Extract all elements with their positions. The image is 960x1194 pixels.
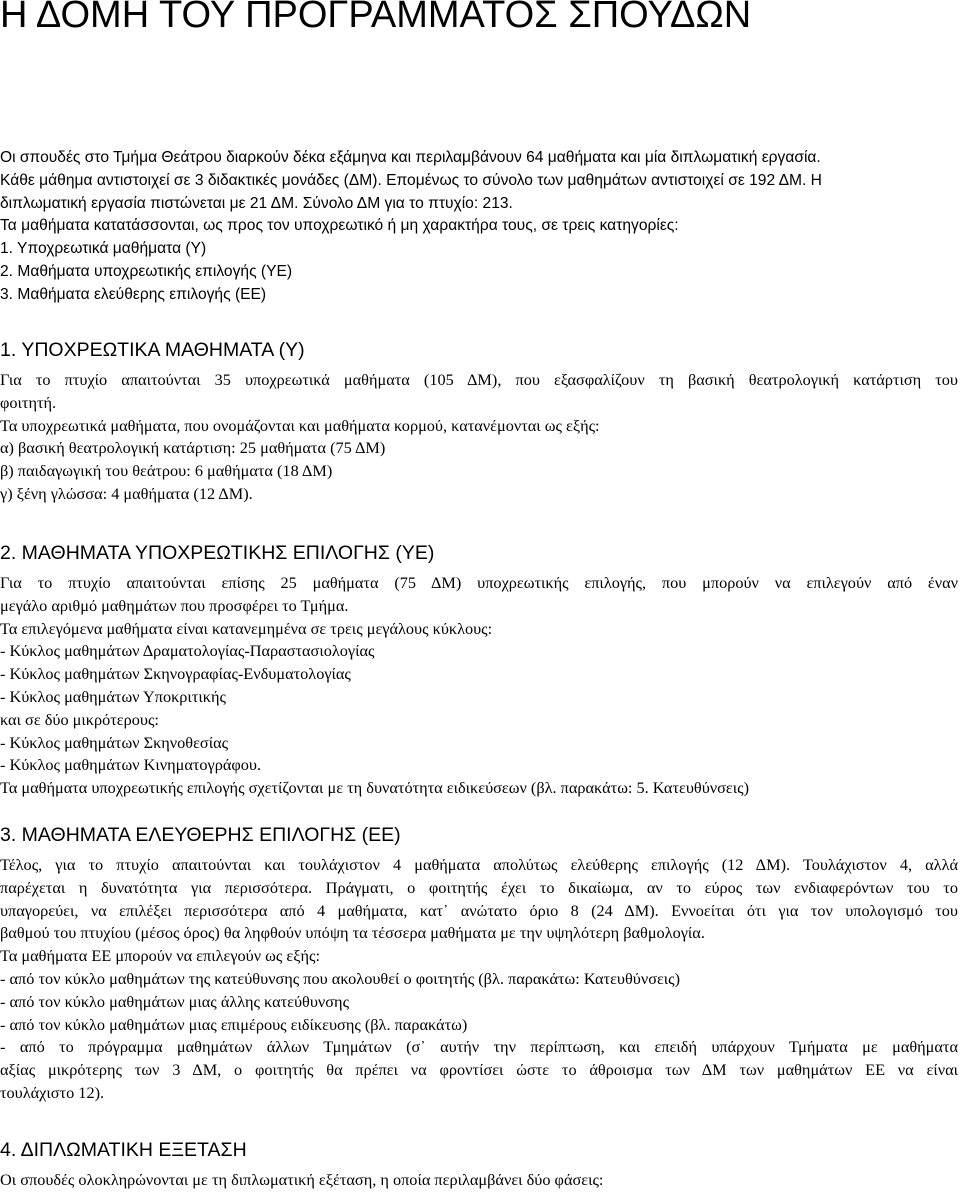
body-line: αξίας μικρότερης των 3 ΔΜ, ο φοιτητής θα πρέπει να φροντίσει ώστε το άθροισμα των ΔΜ των μαθημάτων ΕΕ να είναι	[0, 1060, 958, 1080]
list-item: - Κύκλος μαθημάτων Δραματολογίας-Παραστασιολογίας	[0, 641, 375, 661]
list-item: - από τον κύκλο μαθημάτων μιας επιμέρους ειδίκευσης (βλ. παρακάτω)	[0, 1014, 468, 1034]
list-item: - Κύκλος μαθημάτων Υποκριτικής	[0, 686, 226, 706]
category-item: 2. Μαθήματα υποχρεωτικής επιλογής (ΥΕ)	[0, 262, 293, 280]
body-line: φοιτητή.	[0, 392, 57, 412]
section-diploma-exam	[0, 1137, 958, 1192]
list-item: γ) ξένη γλώσσα: 4 μαθήματα (12 ΔΜ).	[0, 483, 253, 503]
intro-line: Τα μαθήματα κατατάσσονται, ως προς τον υποχρεωτικό ή μη χαρακτήρα τους, σε τρεις κατηγορίες:	[0, 217, 679, 235]
body-line: Για το πτυχίο απαιτούνται επίσης 25 μαθήματα (75 ΔΜ) υποχρεωτικής επιλογής, που μπορούν να επιλεγούν από έναν	[0, 573, 958, 592]
intro-paragraph	[0, 147, 958, 307]
body-line: Τα μαθήματα ΕΕ μπορούν να επιλεγούν ως εξής:	[0, 946, 320, 966]
list-item: - από τον κύκλο μαθημάτων μιας άλλης κατεύθυνσης	[0, 991, 350, 1011]
body-line: Για το πτυχίο απαιτούνται 35 υποχρεωτικά μαθήματα (105 ΔΜ), που εξασφαλίζουν τη βασική θεατρολογική κατάρτιση του	[0, 370, 958, 389]
body-line: Οι σπουδές ολοκληρώνονται με τη διπλωματική εξέταση, η οποία περιλαμβάνει δύο φάσεις:	[0, 1170, 604, 1189]
body-line: Τα υποχρεωτικά μαθήματα, που ονομάζονται και μαθήματα κορμού, κατανέμονται ως εξής:	[0, 415, 600, 435]
category-item: 3. Μαθήματα ελεύθερης επιλογής (ΕΕ)	[0, 285, 267, 303]
section-body	[0, 572, 958, 800]
body-line: μεγάλο αριθμό μαθημάτων που προσφέρει το Τμήμα.	[0, 595, 349, 615]
page-title: Η ΔΟΜΗ ΤΟΥ ΠΡΟΓΡΑΜΜΑΤΟΣ ΣΠΟΥΔΩΝ	[0, 0, 752, 36]
section-heading: 2. ΜΑΘΗΜΑΤΑ ΥΠΟΧΡΕΩΤΙΚΗΣ ΕΠΙΛΟΓΗΣ (ΥΕ)	[0, 542, 435, 564]
list-item: α) βασική θεατρολογική κατάρτιση: 25 μαθήματα (75 ΔΜ)	[0, 438, 386, 458]
section-body	[0, 369, 958, 506]
list-item: - Κύκλος μαθημάτων Σκηνογραφίας-Ενδυματολογίας	[0, 664, 351, 684]
body-line: Τα μαθήματα υποχρεωτικής επιλογής σχετίζονται με τη δυνατότητα ειδικεύσεων (βλ. παρακάτω: 5. Κατευθύνσεις)	[0, 778, 749, 798]
body-line: Τα επιλεγόμενα μαθήματα είναι κατανεμημένα σε τρεις μεγάλους κύκλους:	[0, 618, 493, 638]
body-line: και σε δύο μικρότερους:	[0, 709, 159, 729]
section-body	[0, 854, 958, 1105]
section-compulsory-elective-courses	[0, 540, 958, 800]
intro-line: Οι σπουδές στο Τμήμα Θεάτρου διαρκούν δέκα εξάμηνα και περιλαμβάνουν 64 μαθήματα και μία διπλωματική εργασία.	[0, 149, 821, 166]
list-item: - από το πρόγραμμα μαθημάτων άλλων Τμημάτων (σ᾽ αυτήν την περίπτωση, και επειδή υπάρχουν Τμήματα με μαθήματα	[0, 1037, 958, 1057]
body-line: βαθμού του πτυχίου (μέσος όρος) θα ληφθούν υπόψη τα τέσσερα μαθήματα με την υψηλότερη βαθμολογία.	[0, 923, 705, 943]
list-item: - Κύκλος μαθημάτων Σκηνοθεσίας	[0, 732, 229, 752]
body-line: τουλάχιστο 12).	[0, 1082, 105, 1102]
section-body	[0, 1169, 958, 1192]
body-line: υπαγορεύει, να επιλέξει περισσότερα από 4 μαθήματα, κατ᾽ ανώτατο όριο 8 (24 ΔΜ). Εννοείται ότι για τον υπολογισμό του	[0, 900, 958, 920]
list-item: - από τον κύκλο μαθημάτων της κατεύθυνσης που ακολουθεί ο φοιτητής (βλ. παρακάτω: Κατευθύνσεις)	[0, 968, 681, 988]
category-item: 1. Υποχρεωτικά μαθήματα (Υ)	[0, 240, 207, 258]
section-compulsory-courses	[0, 337, 958, 506]
body-line: παρέχεται η δυνατότητα για περισσότερα. Πράγματι, ο φοιτητής έχει το δικαίωμα, αν το εύρος των ενδιαφερόντων του το	[0, 877, 958, 897]
list-item: β) παιδαγωγική του θεάτρου: 6 μαθήματα (18 ΔΜ)	[0, 461, 333, 481]
section-free-elective-courses	[0, 822, 958, 1105]
section-heading: 4. ΔΙΠΛΩΜΑΤΙΚΗ ΕΞΕΤΑΣΗ	[0, 1139, 247, 1161]
section-heading: 1. ΥΠΟΧΡΕΩΤΙΚΑ ΜΑΘΗΜΑΤΑ (Υ)	[0, 339, 305, 361]
intro-line: Κάθε μάθημα αντιστοιχεί σε 3 διδακτικές μονάδες (ΔΜ). Επομένως το σύνολο των μαθημάτων αντιστοιχεί σε 192 ΔΜ. Η	[0, 171, 822, 189]
body-line: Τέλος, για το πτυχίο απαιτούνται και τουλάχιστον 4 μαθήματα απολύτως ελεύθερης επιλογής (12 ΔΜ). Τουλάχιστον 4, αλλά	[0, 855, 958, 874]
list-item: - Κύκλος μαθημάτων Κινηματογράφου.	[0, 755, 262, 775]
section-heading: 3. ΜΑΘΗΜΑΤΑ ΕΛΕΥΘΕΡΗΣ ΕΠΙΛΟΓΗΣ (ΕΕ)	[0, 824, 401, 846]
intro-line: διπλωματική εργασία πιστώνεται με 21 ΔΜ. Σύνολο ΔΜ για το πτυχίο: 213.	[0, 194, 513, 212]
